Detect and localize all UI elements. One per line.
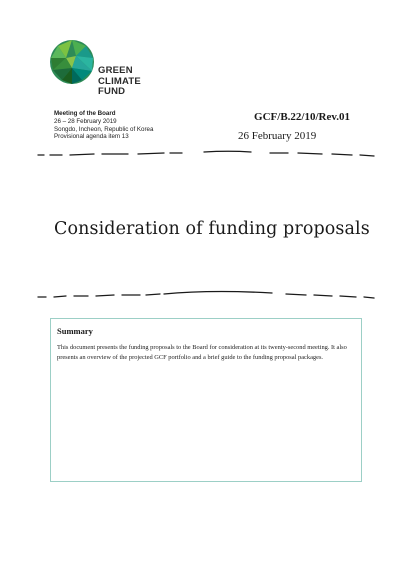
document-date: 26 February 2019 [238,130,317,142]
document-title: Consideration of funding proposals [54,219,370,239]
summary-box [50,318,362,482]
meeting-dates: 26 – 28 February 2019 [54,117,117,125]
logo-line-green: GREEN [98,65,133,76]
meeting-title: Meeting of the Board [54,110,116,117]
summary-body: This document presents the funding proposals to the Board for consideration at its twenty-second meeting. It also presents an overview of the projected GCF portfolio and a brief guide to the funding proposal packages. [57,344,347,361]
meeting-location: Songdo, Incheon, Republic of Korea [54,125,154,133]
logo-line-climate: CLIMATE [98,75,141,87]
top-divider [36,148,376,160]
summary-heading: Summary [57,326,93,336]
meeting-info [54,110,153,141]
logo-line-fund: FUND [98,86,126,97]
bottom-divider [36,289,376,301]
document-reference: GCF/B.22/10/Rev.01 [254,111,350,123]
gcf-logo-icon [48,38,100,90]
logo-wordmark [98,66,141,98]
meeting-agenda: Provisional agenda item 13 [54,133,129,141]
